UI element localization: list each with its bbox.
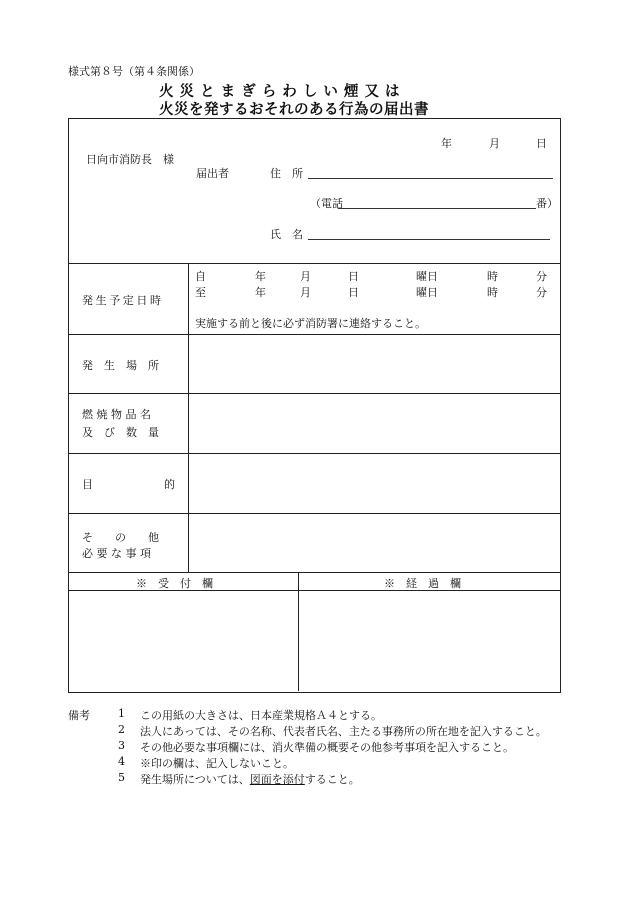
other-label-2: 必 要 な 事 項	[82, 547, 151, 560]
schedule-to-weekday: 曜日	[416, 286, 438, 299]
other-label-1: そ の 他	[82, 531, 159, 544]
schedule-from-day: 日	[348, 270, 359, 283]
materials-label-1: 燃 焼 物 品 名	[82, 408, 151, 421]
row-divider	[68, 513, 560, 514]
purpose-label-1: 目	[82, 478, 93, 491]
note-text	[140, 771, 360, 787]
location-field[interactable]	[190, 336, 558, 392]
note-text-underlined: 図面を添付	[249, 773, 305, 786]
phone-open: （電話	[310, 197, 343, 210]
row-divider	[68, 334, 560, 335]
schedule-from-year: 年	[255, 270, 266, 283]
materials-field[interactable]	[190, 395, 558, 452]
schedule-to-hour: 時	[487, 286, 498, 299]
schedule-to-day: 日	[348, 286, 359, 299]
note-text: この用紙の大きさは、日本産業規格Ａ４とする。	[140, 709, 382, 722]
date-year: 年	[441, 137, 452, 150]
schedule-from: 自	[195, 270, 206, 283]
schedule-from-weekday: 曜日	[416, 270, 438, 283]
label-column-divider	[188, 263, 189, 572]
schedule-to-month: 月	[300, 286, 311, 299]
schedule-from-month: 月	[300, 270, 311, 283]
phone-close: 番）	[536, 197, 558, 210]
notes-heading: 備考	[68, 709, 90, 722]
note-number: 1	[118, 707, 125, 720]
row-divider	[68, 263, 560, 264]
title-line-1: 火 災 と ま ぎ ら わ し い 煙 又 は	[159, 84, 401, 100]
row-divider	[68, 453, 560, 454]
schedule-to: 至	[195, 286, 206, 299]
row-divider	[68, 572, 560, 573]
addressee: 日向市消防長 様	[86, 153, 174, 166]
note-number: 2	[118, 723, 125, 736]
purpose-label-2: 的	[164, 478, 175, 491]
purpose-field[interactable]	[190, 455, 558, 512]
date-month: 月	[489, 137, 500, 150]
note-number: 4	[118, 755, 125, 768]
progress-area	[300, 592, 558, 690]
submitter-label: 届出者	[196, 167, 229, 180]
address-label: 住 所	[270, 167, 303, 180]
reception-area	[70, 592, 297, 690]
note-text: 法人にあっては、その名称、代表者氏名、主たる事務所の所在地を記入すること。	[140, 725, 547, 738]
schedule-note: 実施する前と後に必ず消防署に連絡すること。	[195, 317, 426, 330]
schedule-from-minute: 分	[536, 270, 547, 283]
note-number: 3	[118, 739, 125, 752]
row-divider	[68, 393, 560, 394]
schedule-to-minute: 分	[536, 286, 547, 299]
materials-label-2: 及 び 数 量	[82, 426, 159, 439]
note-text: ※印の欄は、記入しないこと。	[140, 757, 294, 770]
note-number: 5	[118, 771, 125, 784]
name-field[interactable]	[308, 239, 550, 240]
name-label: 氏 名	[270, 228, 303, 241]
reception-label: ※ 受 付 欄	[136, 577, 213, 590]
address-field[interactable]	[308, 178, 553, 179]
phone-field[interactable]	[338, 208, 536, 209]
note-text-after: すること。	[304, 773, 360, 786]
note-text: その他必要な事項欄には、消火準備の概要その他参考事項を記入すること。	[140, 741, 514, 754]
schedule-to-year: 年	[255, 286, 266, 299]
note-text-before: 発生場所については、	[140, 773, 250, 786]
schedule-label: 発生予定日時	[82, 294, 164, 307]
bottom-column-divider	[298, 572, 299, 691]
other-field[interactable]	[190, 515, 558, 571]
location-label: 発 生 場 所	[82, 359, 159, 372]
form-number: 様式第８号（第４条関係）	[68, 65, 200, 78]
date-day: 日	[536, 137, 547, 150]
title-line-2: 火災を発するおそれのある行為の届出書	[159, 102, 429, 118]
progress-label: ※ 経 過 欄	[384, 577, 461, 590]
schedule-from-hour: 時	[487, 270, 498, 283]
